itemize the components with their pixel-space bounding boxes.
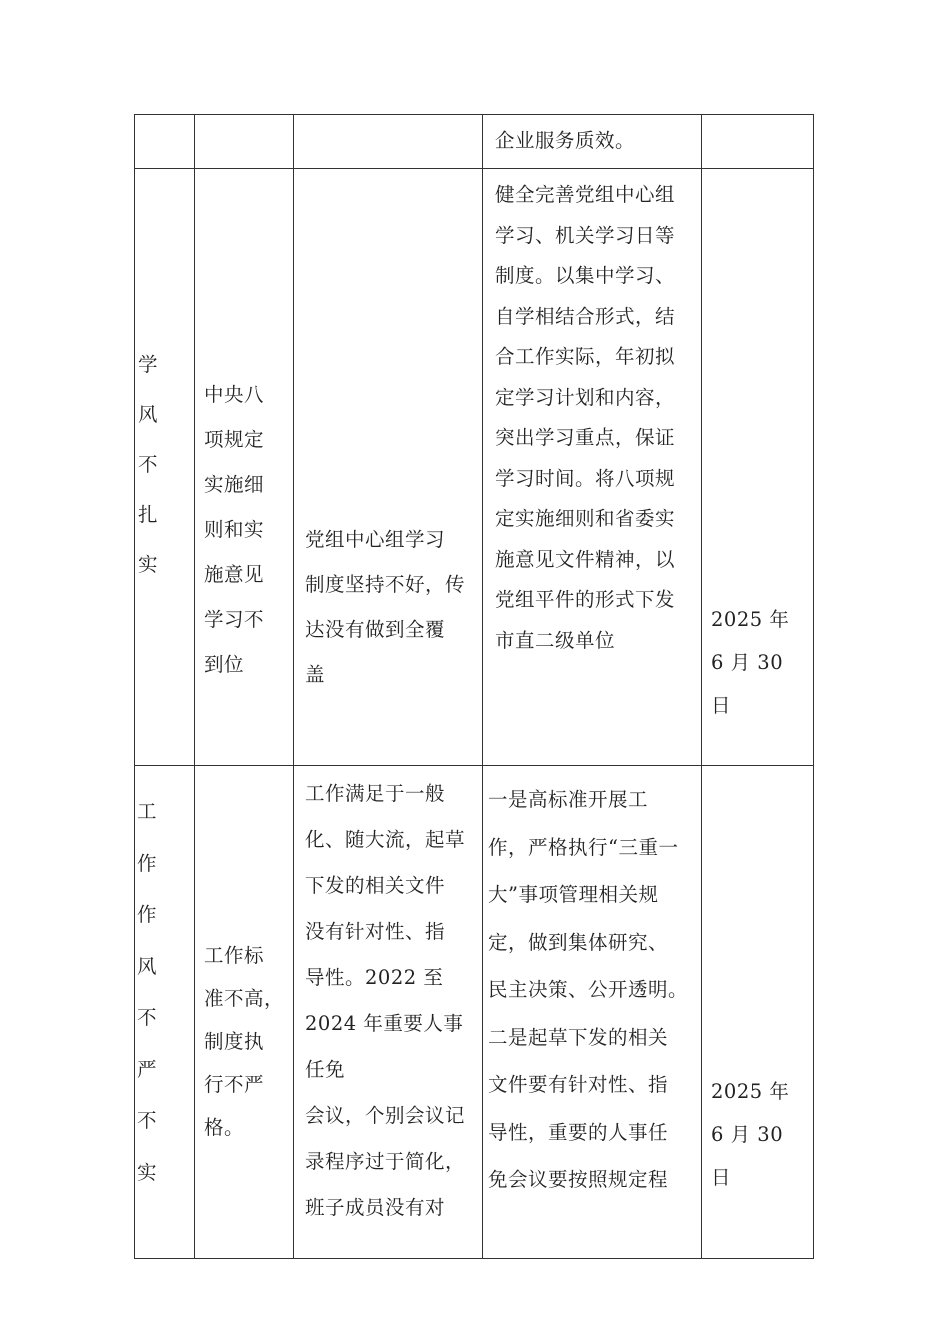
issue-cell	[195, 766, 294, 1259]
detail-cell	[294, 115, 483, 169]
detail-text: 工作满足于一般 化、随大流，起草 下发的相关文件 没有针对性、指 导性。2022 至 2024 年重要人事 任免 会议，个别会议记 录程序过于简化， 班子成员没有对	[305, 782, 466, 1219]
detail-text: 党组中心组学习 制度坚持不好，传 达没有做到全覆 盖	[305, 528, 466, 686]
measure-text: 一是高标准开展工 作，严格执行“三重一 大”事项管理相关规 定，做到集体研究、 民主决策、公开透明。 二是起草下发的相关 文件要有针对性、指 导性，重要的人事任 免会议要按照规定程	[488, 788, 689, 1191]
deadline-cell	[702, 169, 814, 766]
deadline-cell	[702, 766, 814, 1259]
deadline-text: 2025 年 6 月 30 日	[711, 1080, 790, 1189]
rectification-table	[134, 114, 814, 1259]
category-text: 学 风 不 扎 实	[138, 353, 158, 576]
measure-cell	[483, 169, 702, 766]
issue-cell	[195, 115, 294, 169]
measure-text: 健全完善党组中心组 学习、机关学习日等 制度。以集中学习、 自学相结合形式，结 合工作实际，年初拟 定学习计划和内容， 突出学习重点，保证 学习时间。将八项规 定实施细则和省委实 施意见文件精神，以 党组平件的形式下发 市直二级单位	[495, 183, 676, 652]
measure-cell	[483, 766, 702, 1259]
detail-cell	[294, 766, 483, 1259]
category-cell	[135, 766, 195, 1259]
issue-cell	[195, 169, 294, 766]
issue-text: 中央八 项规定 实施细 则和实 施意见 学习不 到位	[204, 383, 265, 676]
issue-text: 工作标 准不高， 制度执 行不严 格。	[204, 944, 285, 1139]
measure-text: 企业服务质效。	[495, 129, 636, 152]
detail-cell	[294, 169, 483, 766]
table-row	[135, 115, 814, 169]
category-cell	[135, 115, 195, 169]
table-row	[135, 766, 814, 1259]
measure-cell	[483, 115, 702, 169]
deadline-cell	[702, 115, 814, 169]
category-cell	[135, 169, 195, 766]
table-row	[135, 169, 814, 766]
category-text: 工 作 作 风 不 严 不 实	[137, 800, 157, 1184]
deadline-text: 2025 年 6 月 30 日	[711, 608, 790, 717]
